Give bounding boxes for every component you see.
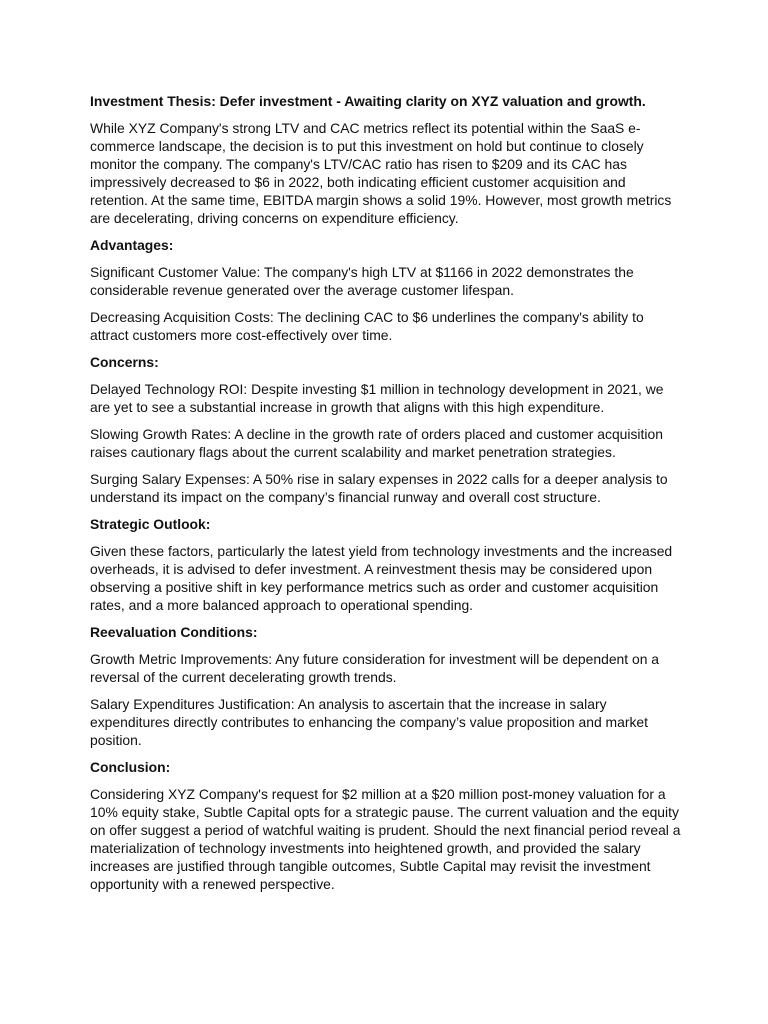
outlook-heading: Strategic Outlook: xyxy=(90,516,211,532)
conclusion-paragraph: Considering XYZ Company's request for $2 million at a $20 million post-money valuation for a 10% equity stake, Subtle Capital opts for a strategic pause. The current valuation and the equity on offer suggest a period of watchful waiting is prudent. Should the next financial period reveal a materialization of technology investments into heightened growth, and provided the salary increases are justified through tangible outcomes, Subtle Capital may revisit the investment opportunity with a renewed perspective. xyxy=(90,786,681,892)
outlook-paragraph: Given these factors, particularly the latest yield from technology investments and the increased overheads, it is advised to defer investment. A reinvestment thesis may be considered upon observing a positive shift in key performance metrics such as order and customer acquisition rates, and a more balanced approach to operational spending. xyxy=(90,543,673,613)
concern-item: Slowing Growth Rates: A decline in the growth rate of orders placed and customer acquisition raises cautionary flags about the current scalability and market penetration strategies. xyxy=(90,426,663,460)
intro-paragraph: While XYZ Company's strong LTV and CAC metrics reflect its potential within the SaaS e-commerce landscape, the decision is to put this investment on hold but continue to closely monitor the company. The company's LTV/CAC ratio has risen to $209 and its CAC has impressively decreased to $6 in 2022, both indicating efficient customer acquisition and retention. At the same time, EBITDA margin shows a solid 19%. However, most growth metrics are decelerating, driving concerns on expenditure efficiency. xyxy=(90,120,672,226)
reevaluation-item: Salary Expenditures Justification: An analysis to ascertain that the increase in salary expenditures directly contributes to enhancing the company’s value proposition and market position. xyxy=(90,696,649,748)
document-title: Investment Thesis: Defer investment - Awaiting clarity on XYZ valuation and growth. xyxy=(90,93,646,109)
reevaluation-heading: Reevaluation Conditions: xyxy=(90,624,258,640)
concern-item: Delayed Technology ROI: Despite investing $1 million in technology development in 2021, we are yet to see a substantial increase in growth that aligns with this high expenditure. xyxy=(90,381,664,415)
reevaluation-item: Growth Metric Improvements: Any future consideration for investment will be dependent on a reversal of the current decelerating growth trends. xyxy=(90,651,660,685)
advantages-heading: Advantages: xyxy=(90,237,174,253)
concerns-heading: Concerns: xyxy=(90,354,159,370)
advantage-item: Decreasing Acquisition Costs: The declining CAC to $6 underlines the company's ability to attract customers more cost-effectively over time. xyxy=(90,309,644,343)
conclusion-heading: Conclusion: xyxy=(90,759,171,775)
document-page xyxy=(90,92,685,902)
advantage-item: Significant Customer Value: The company's high LTV at $1166 in 2022 demonstrates the considerable revenue generated over the average customer lifespan. xyxy=(90,264,634,298)
concern-item: Surging Salary Expenses: A 50% rise in salary expenses in 2022 calls for a deeper analysis to understand its impact on the company’s financial runway and overall cost structure. xyxy=(90,471,668,505)
